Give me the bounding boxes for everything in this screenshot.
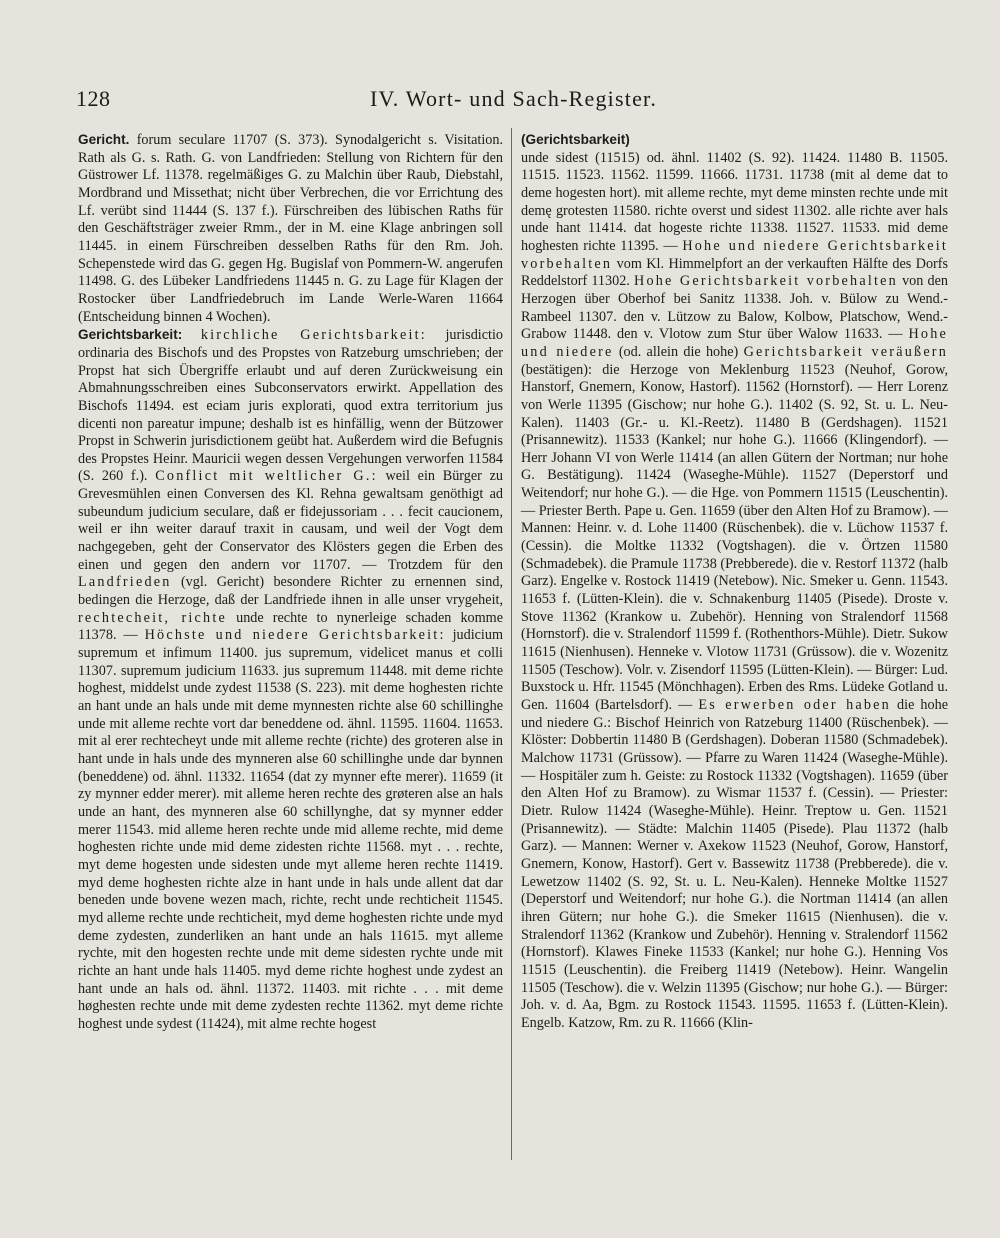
entry-text: unde sidest (11515) od. ähnl. 11402 (S. 92). 11424. 11480 B. 11505. 11515. 11523. 11562. 11599. 11666. 11731. 11738 (mit al deme dat to deme hogesten hort). mit alleme rechte, myt deme minsten rechte unde mit demę grotesten 11580. richte overst und sidest 11302. alle richte aver hals unde hant 11414. dat hogeste richte 11338. 11527. 11533. mid deme hoghesten richte 11395. — [521,149,948,254]
entry-text: von den Herzogen über Oberhof bei Sanitz 11338. Joh. v. Bülow zu Wend.-Rambeel 11307. den v. Lützow zu Balow, Kolbow, Platschow, Wend.-Grabow 11448. den v. Vlotow zum Stur über Walow 11633. — [521,273,948,343]
entry-gerichtsbarkeit-continued [521,131,948,1032]
headword-gericht: Gericht. [78,132,130,147]
spaced-heading: Hohe Gerichtsbarkeit vorbehalten [634,273,898,290]
continuation-headword: (Gerichtsbarkeit) [521,132,630,147]
column-divider [511,128,512,1160]
right-column [521,131,948,1032]
entry-text: vom Kl. Himmelpfort an der verkauften Hälfte des Dorfs Reddelstorf 11302. [521,255,949,290]
entry-text: (vgl. Gericht) besondere Richter zu ernennen sind, bedingen die Herzoge, daß der Landfriede ihnen in alle unser vrygeheit, [78,574,503,609]
spaced-heading: Hohe und niedere [521,326,948,360]
spaced-heading: rechtecheit, richte [78,609,227,626]
entry-gericht [78,131,503,326]
entry-text: (bestätigen): die Herzoge von Meklenburg 11523 (Neuhof, Gorow, Hanstorf, Gnemern, Konow, Hastorf). 11562 (Hornstorf). — Herr Lorenz von Werle 11395 (Gischow; nur hohe G.). 11402 (S. 92, St. u. L. Neu-Kalen). 11403 (Gr.- u. Kl.-Reetz). 11480 B (Gerdshagen). 11521 (Prisannewitz). 11533 (Kankel; nur hohe G.). 11666 (Klingendorf). — Herr Johann VI von Werle 11414 (an allen Gütern der Nortman; nur hohe G. Bestätigung). 11424 (Waseghe-Mühle). 11527 (Deperstorf und Weitendorf; nur hohe G.). — die Hge. von Pommern 11515 (Leuschentin). — Priester Berth. Pape u. Gen. 11659 (über den Alten Hof zu Bramow). — Mannen: Heinr. v. d. Lohe 11400 (Rüschenbek). die v. Lüchow 11537 f. (Cessin). die Moltke 11332 (Vogtshagen). die v. Örtzen 11580 (Schmadebek). die Pramule 11738 (Prebberede). die v. Restorf 11372 (halb Garz). Engelke v. Rostock 11419 (Netebow). Nic. Smeker u. Genn. 11543. 11653 f. (Lütten-Klein). die v. Schnakenburg 11405 (Pisede). Droste v. Stove 11362 (Krankow u. Zubehör). Henning von Stralendorf 11568 (Hornstorf). die v. Stralendorf 11599 f. (Rothenthors-Mühle). Dietr. Sukow 11615 (Nienhusen). Henneke v. Vlotow 11731 (Grüssow). die v. Wozenitz 11505 (Teschow). Volr. v. Zisendorf 11595 (Lütten-Klein). — Bürger: Lud. Buxstock u. Hfr. 11545 (Mönchhagen). Erben des Rms. Lüdeke Gotland u. Gen. 11604 (Bartelsdorf). — [521,361,948,713]
spaced-heading: Es erwerben oder haben [698,697,891,713]
left-column [78,131,503,1033]
entry-gerichtsbarkeit [78,326,503,1033]
entry-text: die hohe und niedere G.: Bischof Heinrich von Ratzeburg 11400 (Rüschenbek). — Klöster: Dobbertin 11480 B (Gerdshagen). Doberan 11580 (Schmadebek). Malchow 11731 (Grüssow). — Pfarre zu Waren 11424 (Waseghe-Mühle). — Hospitäler zum h. Geiste: zu Rostock 11332 (Vogtshagen). 11659 (über den Alten Hof zu Bramow). zu Wismar 11537 f. (Cessin). — Priester: Dietr. Rulow 11424 (Waseghe-Mühle). Heinr. Treptow u. Gen. 11521 (Prisannewitz). — Städte: Malchin 11405 (Pisede). Plau 11372 (halb Garz). — Mannen: Werner v. Axekow 11523 (Neuhof, Gorow, Hanstorf, Gnemern, Konow, Hastorf). Gert v. Bassewitz 11738 (Prebberede). die v. Lewetzow 11402 (S. 92, St. u. L. Neu-Kalen). Henneke Moltke 11527 (Deperstorf und Weitendorf; nur hohe G.). die Nortman 11414 (an allen ihren Gütern; nur hohe G.). die Smeker 11615 (Nienhusen). die v. Stralendorf 11362 (Krankow und Zubehör). Henning v. Stralendorf 11562 (Hornstorf). Klawes Fineke 11533 (Kankel; nur hohe G.). Henning Vos 11515 (Leuschentin). die Freiberg 11419 (Netebow). Heinr. Wangelin 11505 (Teschow). die v. Welzin 11395 (Gischow; nur hohe G.). — Bürger: Joh. v. d. Aa, Bgm. zu Rostock 11543. 11595. 11653 f. (Lütten-Klein). Engelb. Katzow, Rm. zu R. 11666 (Klin- [521,697,948,1031]
spaced-heading: Hohe und niedere Gerichtsbarkeit vorbehalten [521,237,949,272]
entry-text: jurisdictio ordinaria des Bischofs und des Propstes von Ratzeburg umschrieben; der Propst hat sich Übergriffe erlaubt und auf deren Zurückweisung ein Abmahnungsschreiben eines Subconservators erwirkt. Appellation des Bischofs 11494. est eciam juris explorati, quod extra territorium jus dicenti non pareatur impune; deshalb ist es hinfällig, wenn der Bützower Propst in Schwerin jurisdictionem geübt hat. Außerdem wird die Befugnis des Propstes Heinr. Mauricii wegen dessen Vergehungen verworfen 11584 (S. 260 f.). [78,327,504,485]
page-title: IV. Wort- und Sach-Register. [370,86,658,111]
spaced-heading: Höchste und niedere Gerichtsbarkeit: [144,627,446,644]
spaced-heading: Landfrieden [78,574,172,591]
entry-text: unde rechte to nynerleige schaden komme 11378. — [78,609,504,644]
spaced-heading: Gerichtsbarkeit veräußern [743,343,949,360]
entry-text: judicium supremum et infimum 11400. jus supremum, videlicet manus et colli 11307. supremum judicium 11633. jus supremum 11448. mit deme richte hoghest, middelst unde zydest 11538 (S. 223). mit deme hoghesten richte an hant unde an hals unde mit deme mynnesten richte alse 60 schillinghe unde mit alleme rechte vort dar beneddene od. ähnl. 11595. 11604. 11653. mit al erer rechtecheyt unde mit alleme rechte (richte) des groteren alse in hant unde in hals unde des mynneren alse 60 schillinghe unde dar bynnen (beneddene) od. ähnl. 11332. 11654 (dat zy mynner efte merer). 11659 (it zy mynner edder merer). mit alleme heren rechte des grøteren alse an hals unde an hant, des mynneren alse 60 schillynghe, dat sy mynner edder merer 11543. mid alleme heren rechte unde mid alleme rechte, mid deme hoghesten richte unde mid deme zidesten richte 11568. myt . . . rechte, myt deme hogesten unde sidesten unde myt alleme heren rechte 11419. myd deme hoghesten richte alze in hant unde in hals unde allent dat dar beneden unde bovene wezen mach, richte, recht unde rechticheit 11545. myd alleme rechte unde rechticheit, myd deme hoghesten richte unde myd deme zydesten, zunderliken an hant unde an hals 11615. myt alleme rychte, mit den hogesten rechte unde mit deme sidesten rychte unde mit richte an hant unde hals 11405. myd deme richte hoghest unde zydest an hant unde an hals od. ähnl. 11372. 11403. mit richte . . . mit deme høghesten rechte unde mit deme zydesten rechte 11362. myt deme richte hoghest unde sydest (11424), mit alme rechte hogest [78,627,504,1032]
headword-gerichtsbarkeit: Gerichtsbarkeit: [78,327,183,343]
entry-text: forum seculare 11707 (S. 373). Synodalgericht s. Visitation. Rath als G. s. Rath. G. von Landfrieden: Stellung von Richtern für den Güstrower Lf. 11378. regelmäßiges G. zu Malchin über Raub, Diebstahl, Mordbrand und Missethat; nicht über Verbrechen, die vor Errichtung des Lf. verübt sind 11444 (S. 137 f.). Fürschreiben des lübischen Raths für den Geschäftsträger zweier Rmm., der in M. eine Klage anbringen soll 11445. in einem Fürschreiben desselben Raths für den Rm. Joh. Schepenstede wird das G. gegen Hg. Bugislaf von Pommern-W. angerufen 11498. G. des Lübeker Landfriedens 11445 n. G. zu Lage für Klagen der Rostocker über Landfriedebruch im Lande Werle-Waren 11664 (Entscheidung binnen 4 Wochen). [78,132,503,325]
spaced-heading: kirchliche Gerichtsbarkeit: [200,327,427,344]
entry-text: weil ein Bürger zu Grevesmühlen einen Conversen des Kl. Rehna gewaltsam genöthigt ad subeundum judicium seculare, daß er fidejussoriam . . . fecit caucionem, weil er ihn weiter darauf traxit in causam, und weil der Vogt dem nachgegeben, geht der Conservator des Klösters gegen die Erben des einen und gegen den andern vor 11707. — Trotzdem für den [78,468,504,573]
spaced-heading: Conflict mit weltlicher G.: [155,468,378,485]
entry-text: (od. allein die hohe) [618,343,739,360]
page-number: 128 [76,86,111,111]
